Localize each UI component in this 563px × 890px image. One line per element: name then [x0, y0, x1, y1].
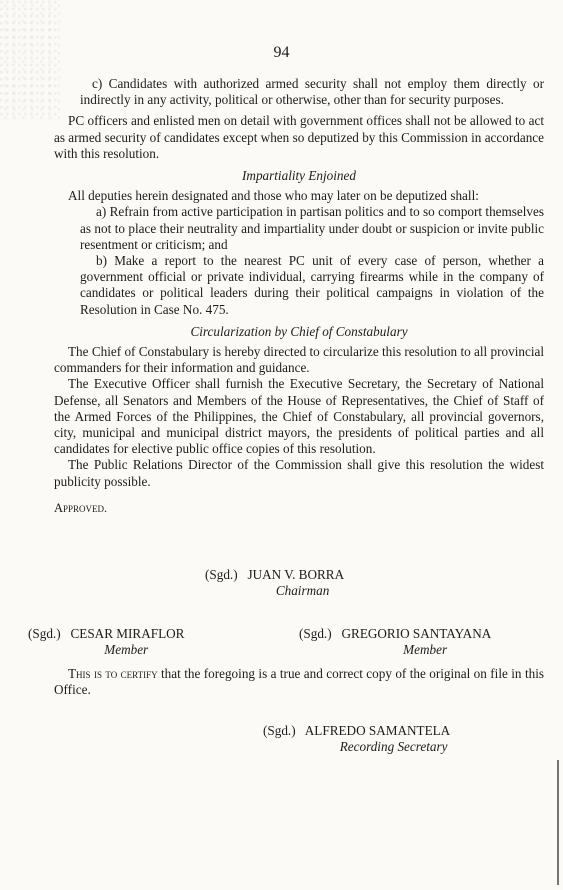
- signatory-name: CESAR MIRAFLOR: [70, 626, 185, 641]
- paragraph-a: a) Refrain from active participation in partisan politics and to so comport themselves as not to place their neutrality and impartiality under doubt or suspicion or invite public resentment or criticism; and: [80, 204, 544, 252]
- signatory-title: Recording Secretary: [339, 739, 448, 754]
- signatory-title: Chairman: [275, 583, 330, 598]
- paragraph-executive-officer: The Executive Officer shall furnish the Executive Secretary, the Secretary of National Defense, all Senators and Members of the House of Representatives, the Chief of Staff of the Armed Forces of the Philippines, the Chief of Constabulary, all provincial governors, city, municipal and municipal district mayors, the presidents of political parties and all candidates for elective public office copies of this resolution.: [54, 376, 544, 457]
- paragraph-c: c) Candidates with authorized armed security shall not employ them directly or indirectly in any activity, political or otherwise, other than for security purposes.: [80, 76, 544, 108]
- signature-member-santayana: [299, 626, 491, 658]
- certification-paragraph: [54, 666, 544, 698]
- resolution-body: [54, 76, 544, 516]
- binding-edge-line: [557, 760, 559, 885]
- paragraph-public-relations: The Public Relations Director of the Commission shall give this resolution the widest publicity possible.: [54, 457, 544, 489]
- signatory-title: Member: [104, 642, 149, 657]
- signatory-title: Member: [403, 642, 448, 657]
- signature-chairman: [205, 567, 344, 599]
- signature-member-miraflor: [28, 626, 184, 658]
- sgd-label: (Sgd.): [28, 626, 61, 641]
- paragraph-all-deputies: All deputies herein designated and those who may later on be deputized shall:: [68, 188, 479, 204]
- paragraph-b: b) Make a report to the nearest PC unit of every case of person, whether a government official or private individual, carrying firearms while in the company of candidates or political leaders during their political campaigns in violation of the Resolution in Case No. 475.: [80, 253, 544, 317]
- signatory-name: GREGORIO SANTAYANA: [341, 626, 492, 641]
- sgd-label: (Sgd.): [205, 567, 238, 582]
- signatory-name: JUAN V. BORRA: [247, 567, 345, 582]
- sgd-label: (Sgd.): [263, 723, 296, 738]
- approved-label: Approved.: [54, 500, 108, 515]
- signatory-name: ALFREDO SAMANTELA: [304, 723, 451, 738]
- heading-impartiality: Impartiality Enjoined: [242, 168, 356, 184]
- paragraph-pc-officers: PC officers and enlisted men on detail with government offices shall not be allowed to act as armed security of candidates except when so deputized by this Commission in accordance with this resolution.: [54, 113, 544, 161]
- page-number: 94: [273, 44, 290, 61]
- signature-recording-secretary: [263, 723, 450, 755]
- heading-circularization: Circularization by Chief of Constabulary: [190, 323, 408, 339]
- paragraph-chief-constabulary: The Chief of Constabulary is hereby directed to circularize this resolution to all provincial commanders for their information and guidance.: [54, 344, 544, 376]
- certify-text: that the foregoing is a true and correct copy of the original on file in this Office.: [54, 666, 544, 698]
- certify-lead: This is to certify: [68, 666, 158, 681]
- sgd-label: (Sgd.): [299, 626, 332, 641]
